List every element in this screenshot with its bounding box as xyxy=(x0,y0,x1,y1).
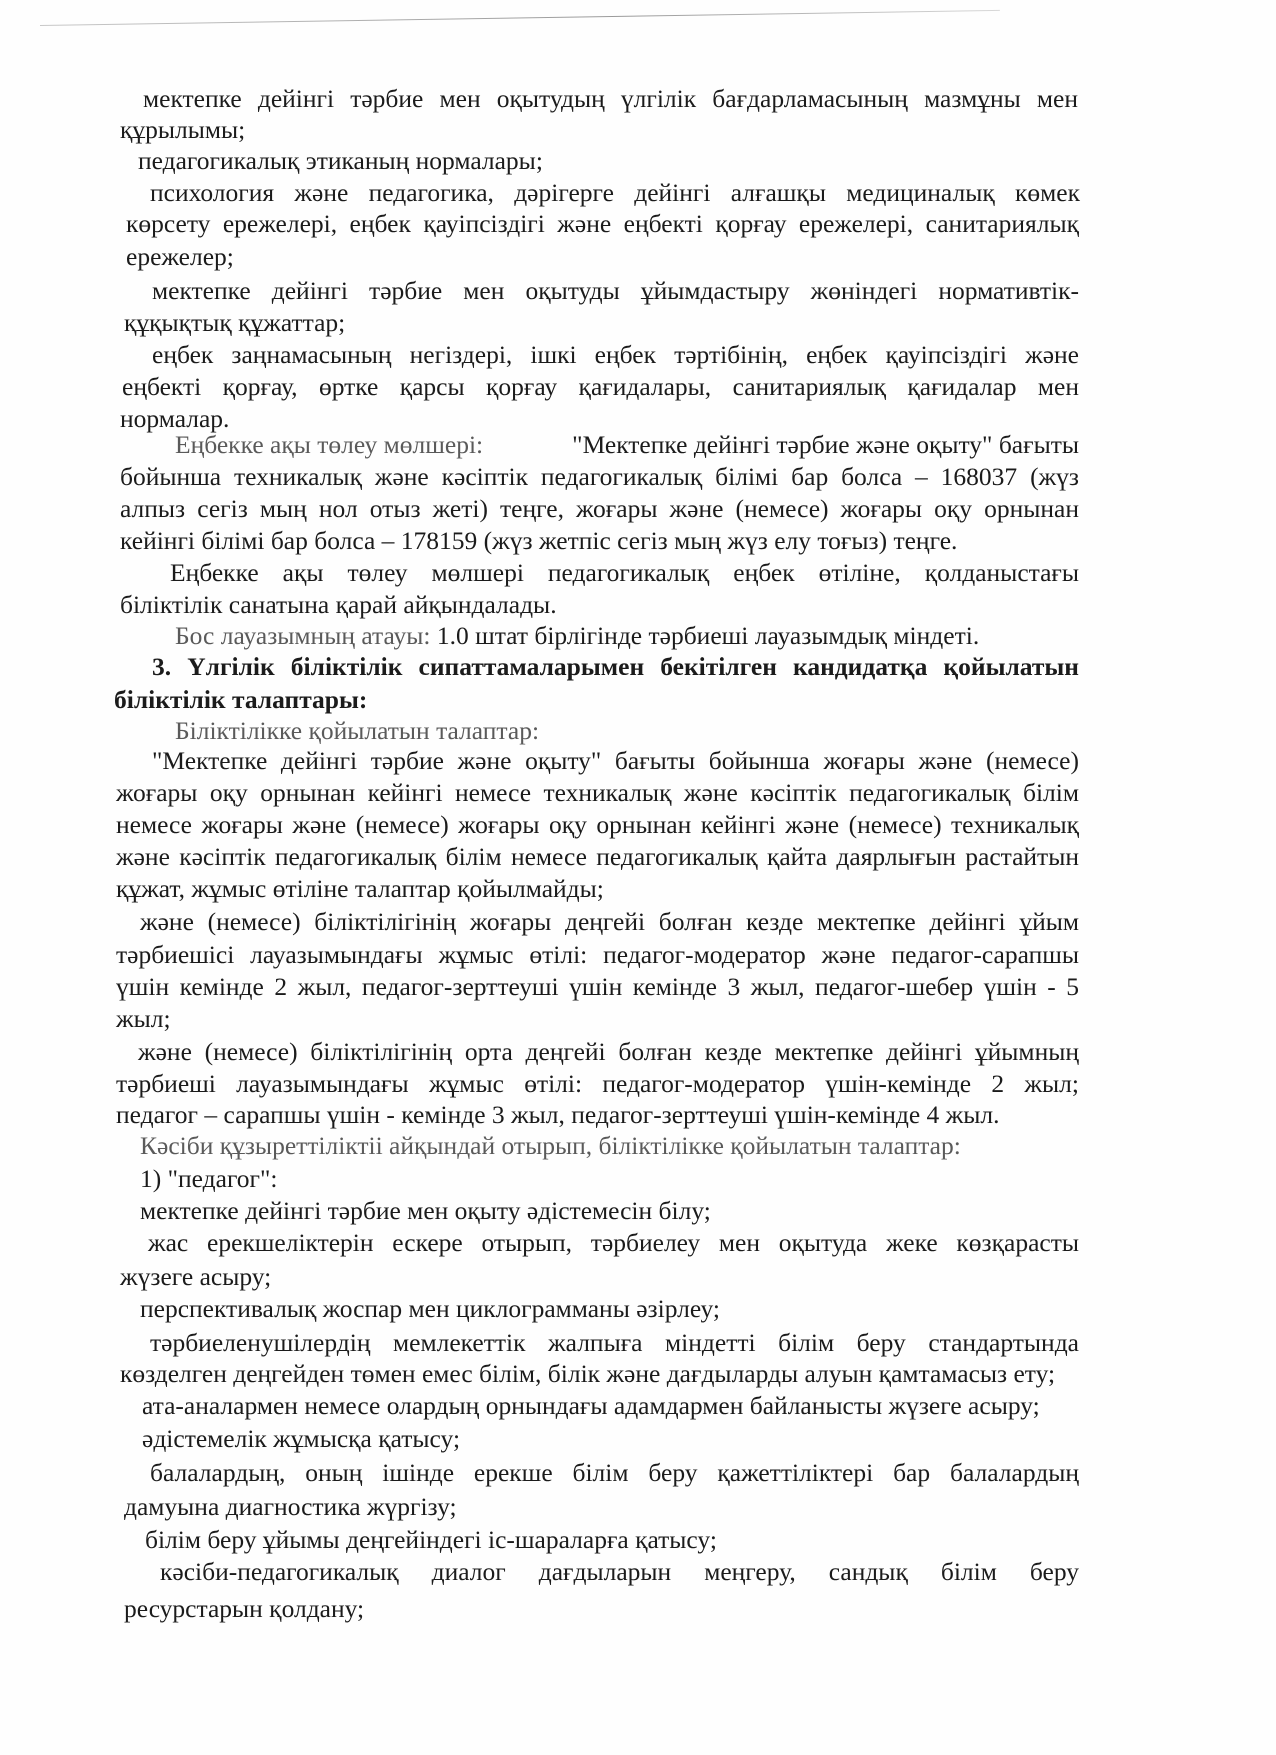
text-line: педагог – сарапшы үшін - кемінде 3 жыл, педагог-зерттеуші үшін-кемінде 4 жыл. xyxy=(116,1100,1000,1129)
vacancy-line xyxy=(175,621,979,651)
list-item: білім беру ұйымы деңгейіндегі іс-шараларға қатысу; xyxy=(145,1525,717,1554)
vacancy-label: Бос лауазымның атауы: xyxy=(175,621,431,650)
list-item: ресурстарын қолдану; xyxy=(124,1594,365,1623)
scan-edge-line xyxy=(40,10,1000,26)
salary-line xyxy=(175,430,1079,460)
list-item: перспективалық жоспар мен циклограмманы әзірлеу; xyxy=(140,1294,721,1323)
competence-label: Кәсіби құзыреттіліктіі айқындай отырып, біліктілікке қойылатын талаптар: xyxy=(140,1131,961,1160)
text-line: еңбек заңнамасының негіздері, ішкі еңбек тәртібінің, еңбек қауіпсіздігі және xyxy=(152,340,1079,369)
text-line: ережелер; xyxy=(126,242,234,271)
requirements-label: Біліктілікке қойылатын талаптар: xyxy=(175,716,540,745)
list-item: балалардың, оның ішінде ерекше білім беру қажеттіліктері бар балалардың xyxy=(150,1458,1079,1487)
list-item: көзделген деңгейден төмен емес білім, білік және дағдыларды алуын қамтамасыз ету; xyxy=(120,1359,1056,1388)
text-line: құқықтық құжаттар; xyxy=(124,308,346,337)
list-item: жас ерекшеліктерін ескере отырып, тәрбиелеу мен оқытуда жеке көзқарасты xyxy=(148,1228,1079,1257)
text-line: психология және педагогика, дәрігерге дейінгі алғашқы медициналық көмек xyxy=(150,178,1080,207)
text-line: құжат, жұмыс өтіліне талаптар қойылмайды; xyxy=(116,874,604,903)
salary-label: Еңбекке ақы төлеу мөлшері: xyxy=(175,430,484,459)
list-item: дамуына диагностика жүргізу; xyxy=(124,1492,457,1521)
text-line: еңбекті қорғау, өртке қарсы қорғау қағидалары, санитариялық қағидалар мен xyxy=(122,372,1079,401)
text-line: жыл; xyxy=(116,1004,171,1033)
text-line: және кәсіптік педагогикалық білім немесе педагогикалық қайта даярлығын растайтын xyxy=(116,842,1079,871)
text-line: немесе жоғары және (немесе) жоғары оқу орнынан кейінгі және (немесе) техникалық xyxy=(116,810,1079,839)
text-line: тәрбиеші лауазымындағы жұмыс өтілі: педагог-модератор үшін-кемінде 2 жыл; xyxy=(116,1069,1079,1098)
text-line: біліктілік санатына қарай айқындалады. xyxy=(120,590,557,619)
text-line: алпыз сегіз мың нол отыз жеті) теңге, жоғары және (немесе) жоғары оқу орнынан xyxy=(120,494,1079,523)
text-line: құрылымы; xyxy=(120,115,246,144)
list-item: әдістемелік жұмысқа қатысу; xyxy=(142,1424,461,1453)
text-line: "Мектепке дейінгі тәрбие және оқыту" бағыты бойынша жоғары және (немесе) xyxy=(152,746,1079,775)
list-item: мектепке дейінгі тәрбие мен оқыту әдістемесін білу; xyxy=(140,1196,711,1225)
text-line: нормалар. xyxy=(120,404,230,433)
text-line: Еңбекке ақы төлеу мөлшері педагогикалық еңбек өтіліне, қолданыстағы xyxy=(170,558,1079,587)
salary-value: "Мектепке дейінгі тәрбие және оқыту" бағыты xyxy=(572,430,1079,459)
list-item: тәрбиеленушілердің мемлекеттік жалпыға міндетті білім беру стандартында xyxy=(150,1328,1079,1357)
section-heading-cont: біліктілік талаптары: xyxy=(114,685,368,714)
text-line: және (немесе) біліктілігінің орта деңгейі болған кезде мектепке дейінгі ұйымның xyxy=(138,1037,1079,1066)
text-line: көрсету ережелері, еңбек қауіпсіздігі және еңбекті қорғау ережелері, санитариялық xyxy=(126,209,1079,238)
text-line: жоғары оқу орнынан кейінгі немесе техникалық және кәсіптік педагогикалық білім xyxy=(116,778,1079,807)
text-line: бойынша техникалық және кәсіптік педагогикалық білімі бар болса – 168037 (жүз xyxy=(120,462,1079,491)
list-item: кәсіби-педагогикалық диалог дағдыларын меңгеру, сандық білім беру xyxy=(160,1557,1079,1586)
text-line: педагогикалық этиканың нормалары; xyxy=(138,146,543,175)
vacancy-value: 1.0 штат бірлігінде тәрбиеші лауазымдық міндеті. xyxy=(436,621,980,650)
text-line: және (немесе) біліктілігінің жоғары деңгейі болған кезде мектепке дейінгі ұйым xyxy=(140,907,1079,936)
pedagog-label: 1) "педагог": xyxy=(140,1164,278,1193)
list-item: ата-аналармен немесе олардың орнындағы адамдармен байланысты жүзеге асыру; xyxy=(142,1391,1040,1420)
text-line: мектепке дейінгі тәрбие мен оқытуды ұйымдастыру жөніндегі нормативтік- xyxy=(152,276,1079,305)
text-line: үшін кемінде 2 жыл, педагог-зерттеуші үшін кемінде 3 жыл, педагог-шебер үшін - 5 xyxy=(116,972,1079,1001)
list-item: жүзеге асыру; xyxy=(120,1262,272,1291)
section-heading: 3. Үлгілік біліктілік сипаттамаларымен бекітілген кандидатқа қойылатын xyxy=(152,652,1079,681)
text-line: тәрбиешісі лауазымындағы жұмыс өтілі: педагог-модератор және педагог-сарапшы xyxy=(116,940,1079,969)
text-line: кейінгі білімі бар болса – 178159 (жүз жетпіс сегіз мың жүз елу тоғыз) теңге. xyxy=(120,526,958,555)
text-line: мектепке дейінгі тәрбие мен оқытудың үлгілік бағдарламасының мазмұны мен xyxy=(143,84,1078,113)
